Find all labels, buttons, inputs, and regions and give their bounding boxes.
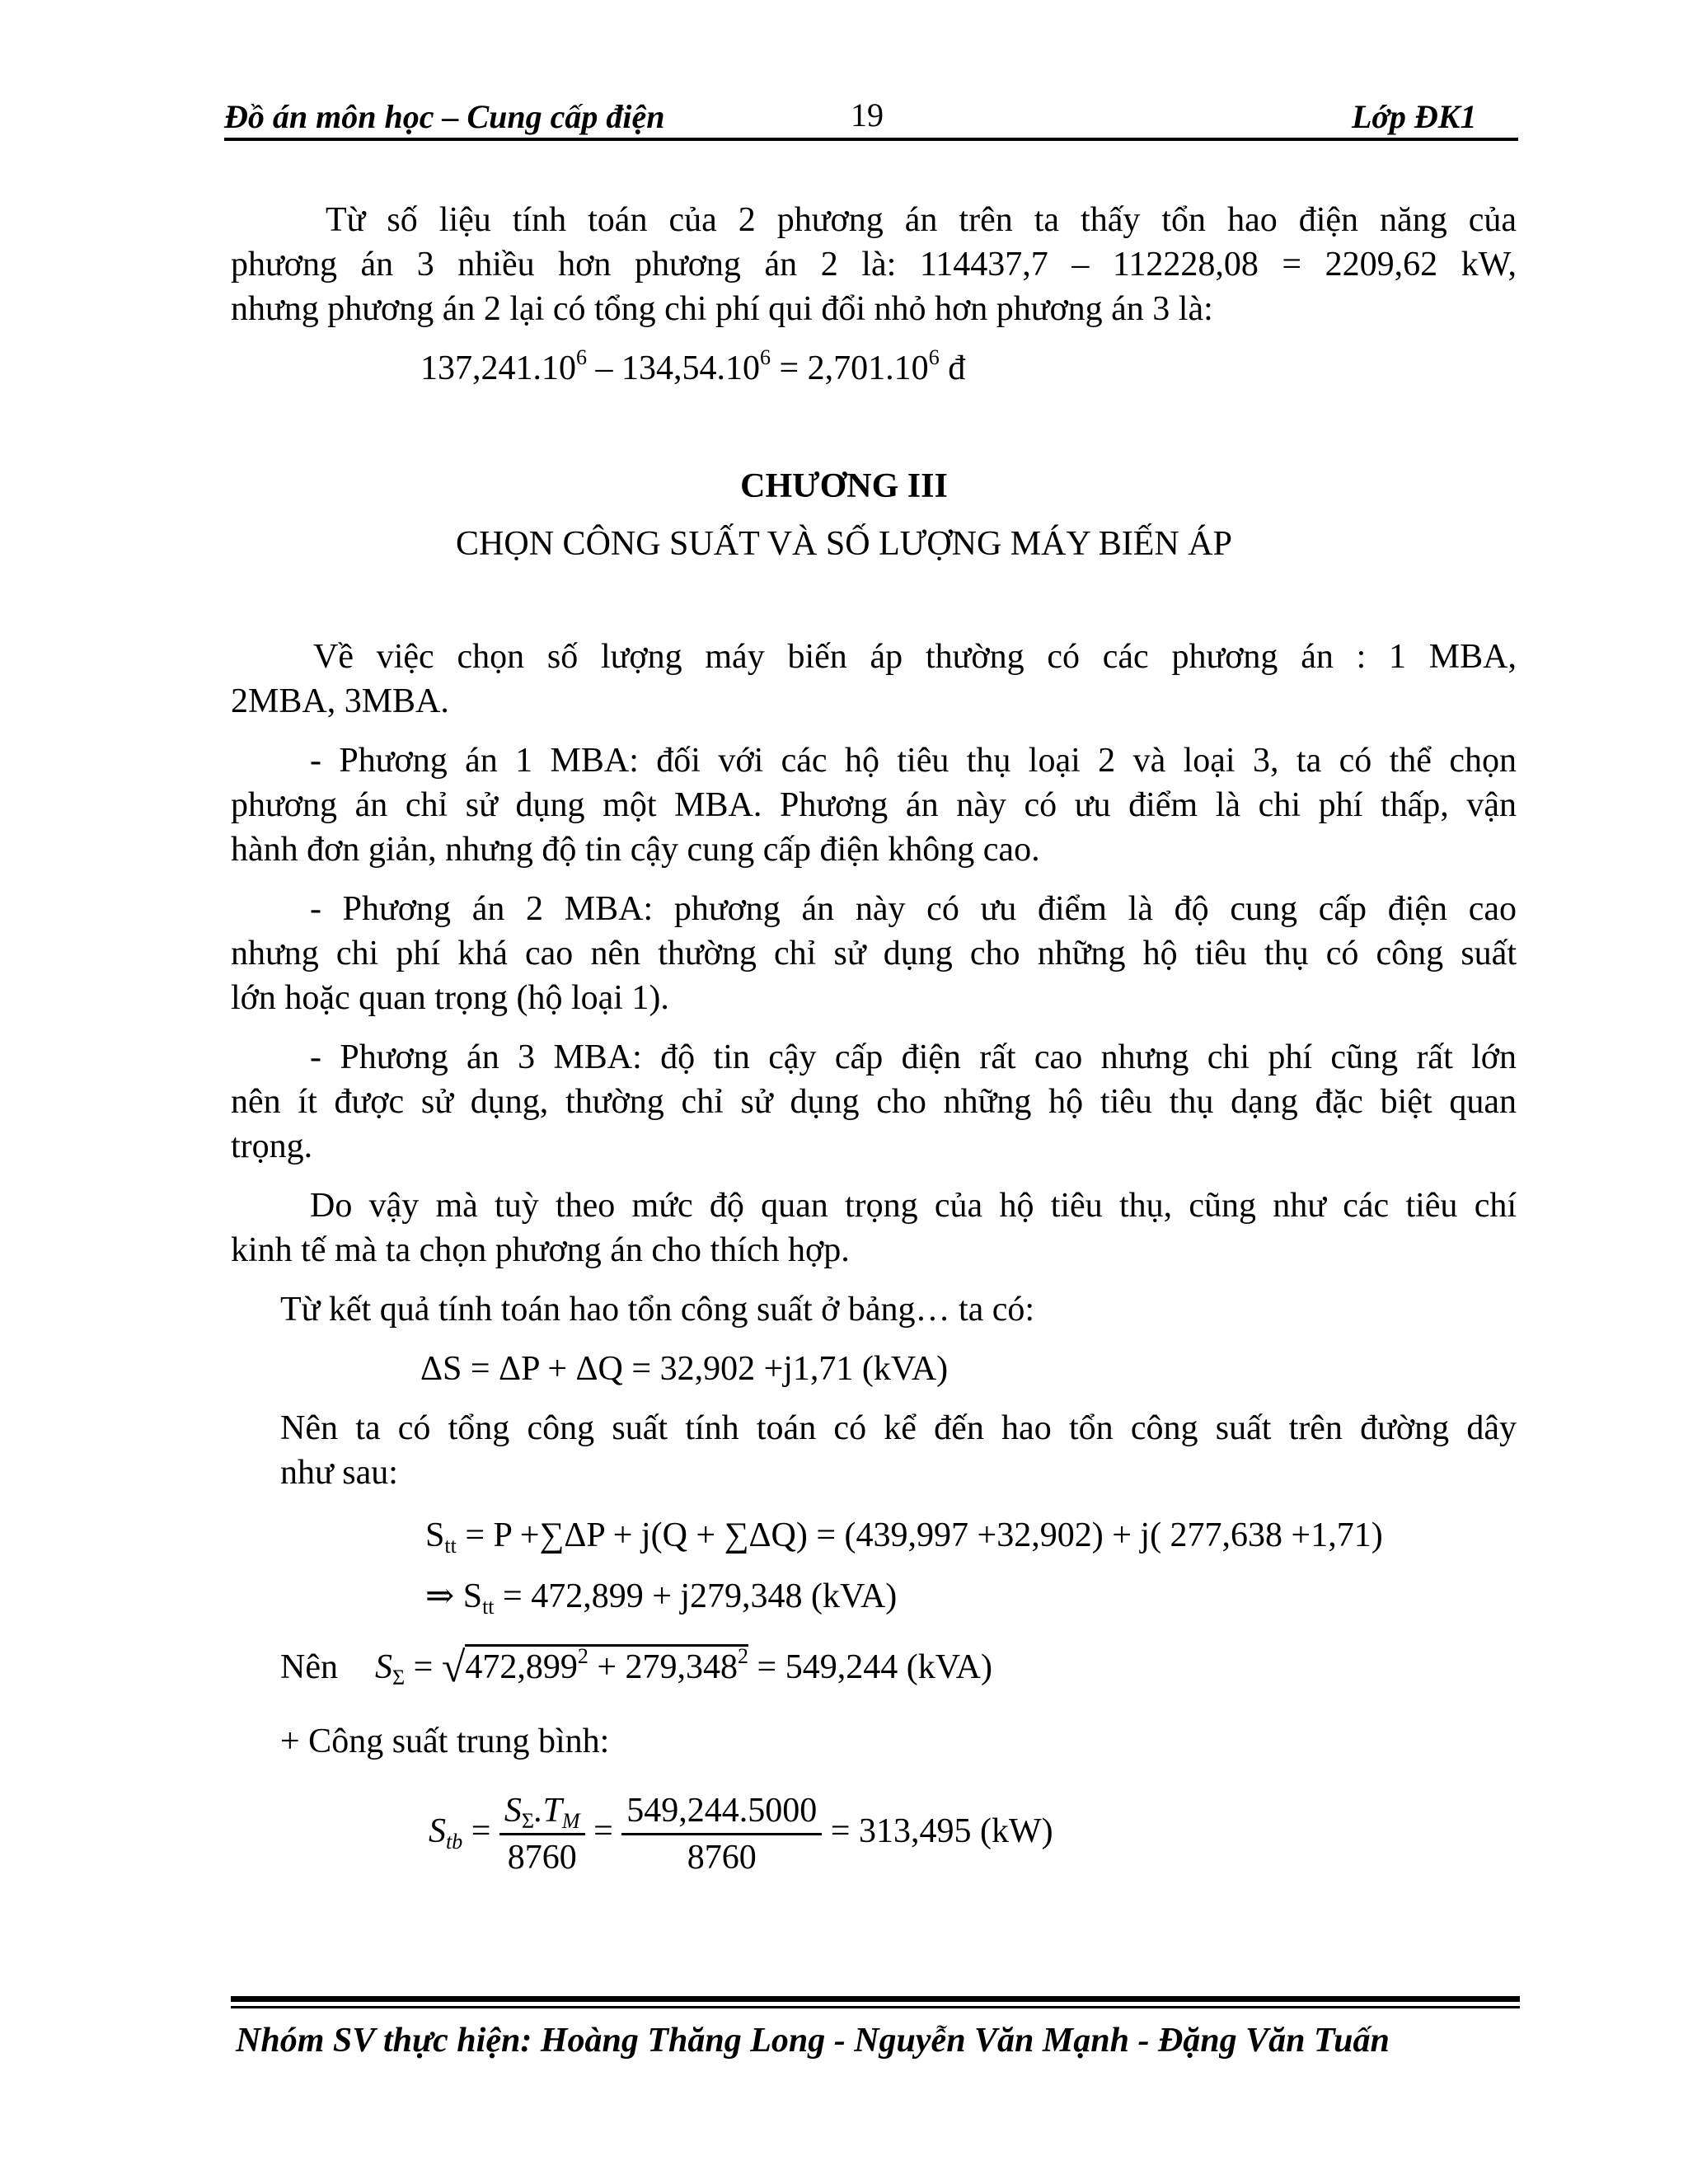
fraction-1: $\frac{S_\Sigma.T_M}{8760}$ bbox=[499, 1788, 585, 1880]
sqrt-icon: √ bbox=[441, 1644, 466, 1691]
intro-line-2: phương án 3 nhiều hơn phương án 2 là: 114437,7 – 112228,08 = 2209,62 kW, bbox=[231, 246, 1517, 284]
eq-s-tb: $S_{tb}$ = $\frac{S_\Sigma.T_M}{8760}$ = $\frac{549,244.5000}{8760}$ = 313,495 (kW) bbox=[429, 1788, 1053, 1880]
p2-line-2: phương án chỉ sử dụng một MBA. Phương án này có ưu điểm là chi phí thấp, vận bbox=[231, 786, 1517, 824]
p8: + Công suất trung bình: bbox=[280, 1722, 610, 1760]
chapter-subtitle: CHỌN CÔNG SUẤT VÀ SỐ LƯỢNG MÁY BIẾN ÁP bbox=[456, 525, 1232, 563]
p3-line-3: lớn hoặc quan trọng (hộ loại 1). bbox=[231, 979, 669, 1017]
p1-line-2: 2MBA, 3MBA. bbox=[231, 682, 449, 720]
p4-line-1: - Phương án 3 MBA: độ tin cậy cấp điện rất cao nhưng chi phí cũng rất lớn bbox=[310, 1038, 1517, 1076]
header-left: Đồ án môn học – Cung cấp điện bbox=[224, 98, 665, 135]
header-rule bbox=[224, 138, 1518, 141]
header-right: Lớp ĐK1 bbox=[1352, 98, 1477, 135]
p1-line-1: Về việc chọn số lượng máy biến áp thường có các phương án : 1 MBA, bbox=[313, 638, 1517, 676]
p7-line-2: như sau: bbox=[280, 1454, 398, 1492]
intro-line-1: Từ số liệu tính toán của 2 phương án trên ta thấy tổn hao điện năng của bbox=[326, 201, 1517, 239]
page-number: 19 bbox=[851, 96, 884, 134]
footer-rule-thick bbox=[231, 1996, 1520, 2002]
fraction-2: $\frac{549,244.5000}{8760}$ bbox=[621, 1788, 822, 1880]
p3-line-1: - Phương án 2 MBA: phương án này có ưu điểm là độ cung cấp điện cao bbox=[310, 890, 1517, 928]
p5-line-2: kinh tế mà ta chọn phương án cho thích hợp. bbox=[231, 1231, 850, 1269]
chapter-title: CHƯƠNG III bbox=[740, 467, 948, 505]
footer-text: Nhóm SV thực hiện: Hoàng Thăng Long - Nguyễn Văn Mạnh - Đặng Văn Tuấn bbox=[236, 2022, 1390, 2060]
p2-line-3: hành đơn giản, nhưng độ tin cậy cung cấp điện không cao. bbox=[231, 831, 1040, 869]
eq-stt-2: ⇒ $S_{tt} = 472,899 + j279,348$ (kVA) bbox=[425, 1577, 898, 1619]
p7-line-1: Nên ta có tổng công suất tính toán có kể đến hao tổn công suất trên đường dây bbox=[280, 1409, 1517, 1447]
eq-delta-s: ΔS = ΔP + ΔQ = 32,902 +j1,71 (kVA) bbox=[420, 1350, 949, 1388]
p6: Từ kết quả tính toán hao tổn công suất ở bảng… ta có: bbox=[280, 1291, 1035, 1329]
p3-line-2: nhưng chi phí khá cao nên thường chỉ sử dụng cho những hộ tiêu thụ có công suất bbox=[231, 935, 1517, 972]
p4-line-3: trọng. bbox=[231, 1127, 313, 1165]
p2-line-1: - Phương án 1 MBA: đối với các hộ tiêu thụ loại 2 và loại 3, ta có thể chọn bbox=[310, 742, 1517, 780]
eq-s-sigma: Nên $S_\Sigma = √472,899^2 + 279,348^2 = 549,244$ (kVA) bbox=[280, 1644, 992, 1691]
eq-stt-1: $S_{tt} = P +\sum\Delta P + j(Q + \sum\Delta Q) = (439,997 +32,902) + j$( 277,638 +1,71) bbox=[425, 1516, 1383, 1558]
footer-rule-thin bbox=[231, 2006, 1520, 2008]
intro-formula: $137,241.10^6 - 134,54.10^6 = 2,701.10^6$ đ bbox=[420, 345, 966, 387]
intro-line-3: nhưng phương án 2 lại có tổng chi phí qui đổi nhỏ hơn phương án 3 là: bbox=[231, 290, 1213, 328]
p5-line-1: Do vậy mà tuỳ theo mức độ quan trọng của hộ tiêu thụ, cũng như các tiêu chí bbox=[310, 1187, 1517, 1225]
p4-line-2: nên ít được sử dụng, thường chỉ sử dụng cho những hộ tiêu thụ dạng đặc biệt quan bbox=[231, 1083, 1517, 1121]
